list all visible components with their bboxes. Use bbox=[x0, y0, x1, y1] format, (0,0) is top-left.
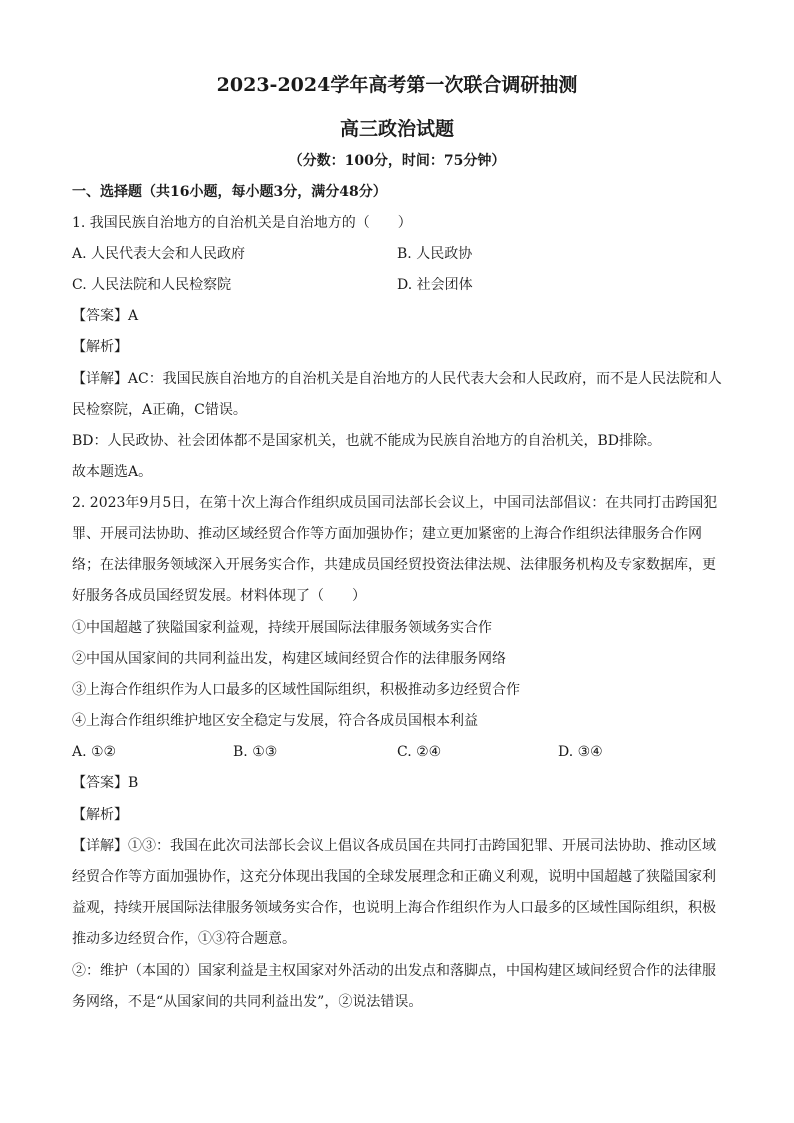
q2-option-d: D. ③④ bbox=[558, 744, 603, 760]
q1-detail-line: 故本题选A。 bbox=[72, 464, 153, 480]
q2-detail-line: 务网络，不是“从国家间的共同利益出发”，②说法错误。 bbox=[72, 994, 423, 1010]
q2-stem-line: 好服务各成员国经贸发展。材料体现了（ ） bbox=[72, 588, 366, 604]
q2-statement: ④上海合作组织维护地区安全稳定与发展，符合各成员国根本利益 bbox=[72, 713, 478, 729]
q2-statement: ③上海合作组织作为人口最多的区域性国际组织，积极推动多边经贸合作 bbox=[72, 682, 520, 698]
q2-stem-line: 罪、开展司法协助、推动区域经贸合作等方面加强协作；建立更加紧密的上海合作组织法律服务合作网 bbox=[72, 526, 702, 542]
score-info: （分数：100分，时间：75分钟） bbox=[288, 153, 506, 169]
q2-detail-line: 推动多边经贸合作，①③符合题意。 bbox=[72, 931, 296, 947]
q2-answer: 【答案】B bbox=[72, 775, 139, 791]
q2-statement: ②中国从国家间的共同利益出发，构建区域间经贸合作的法律服务网络 bbox=[72, 651, 506, 667]
q2-detail-line: ②：维护（本国的）国家利益是主权国家对外活动的出发点和落脚点，中国构建区域间经贸合作的法律服 bbox=[72, 963, 716, 979]
q1-detail-line: BD：人民政协、社会团体都不是国家机关，也就不能成为民族自治地方的自治机关，BD排除。 bbox=[72, 433, 662, 449]
q2-detail-line: 经贸合作等方面加强协作，这充分体现出我国的全球发展理念和正确义利观，说明中国超越了狭隘国家利 bbox=[72, 869, 716, 885]
exam-title: 2023-2024学年高考第一次联合调研抽测 bbox=[216, 74, 578, 96]
exam-subtitle: 高三政治试题 bbox=[339, 118, 454, 140]
q2-option-a: A. ①② bbox=[72, 744, 117, 760]
q1-option-d: D. 社会团体 bbox=[397, 277, 473, 293]
q1-option-a: A. 人民代表大会和人民政府 bbox=[72, 246, 246, 262]
q2-stem-line: 2. 2023年9月5日，在第十次上海合作组织成员国司法部长会议上，中国司法部倡议：在共同打击跨国犯 bbox=[72, 495, 718, 511]
q2-option-b: B. ①③ bbox=[233, 744, 278, 760]
q1-option-c: C. 人民法院和人民检察院 bbox=[72, 277, 232, 293]
q1-analysis-label: 【解析】 bbox=[72, 339, 128, 355]
q2-option-c: C. ②④ bbox=[397, 744, 442, 760]
section-heading: 一、选择题（共16小题，每小题3分，满分48分） bbox=[72, 184, 387, 200]
q2-detail-line: 益观，持续开展国际法律服务领域务实合作，也说明上海合作组织作为人口最多的区域性国际组织，积极 bbox=[72, 900, 716, 916]
q1-detail-line: 民检察院，A正确，C错误。 bbox=[72, 402, 247, 418]
q1-stem: 1. 我国民族自治地方的自治机关是自治地方的（ ） bbox=[72, 215, 412, 231]
q2-stem-line: 络；在法律服务领域深入开展务实合作，共建成员国经贸投资法律法规、法律服务机构及专家数据库，更 bbox=[72, 557, 716, 573]
q2-statement: ①中国超越了狭隘国家利益观，持续开展国际法律服务领域务实合作 bbox=[72, 620, 492, 636]
q2-analysis-label: 【解析】 bbox=[72, 807, 128, 823]
q1-answer: 【答案】A bbox=[72, 308, 139, 324]
q1-option-b: B. 人民政协 bbox=[397, 246, 473, 262]
q2-detail-line: 【详解】①③：我国在此次司法部长会议上倡议各成员国在共同打击跨国犯罪、开展司法协助、推动区域 bbox=[72, 838, 716, 854]
q1-detail-line: 【详解】AC：我国民族自治地方的自治机关是自治地方的人民代表大会和人民政府，而不是人民法院和人 bbox=[72, 371, 722, 387]
